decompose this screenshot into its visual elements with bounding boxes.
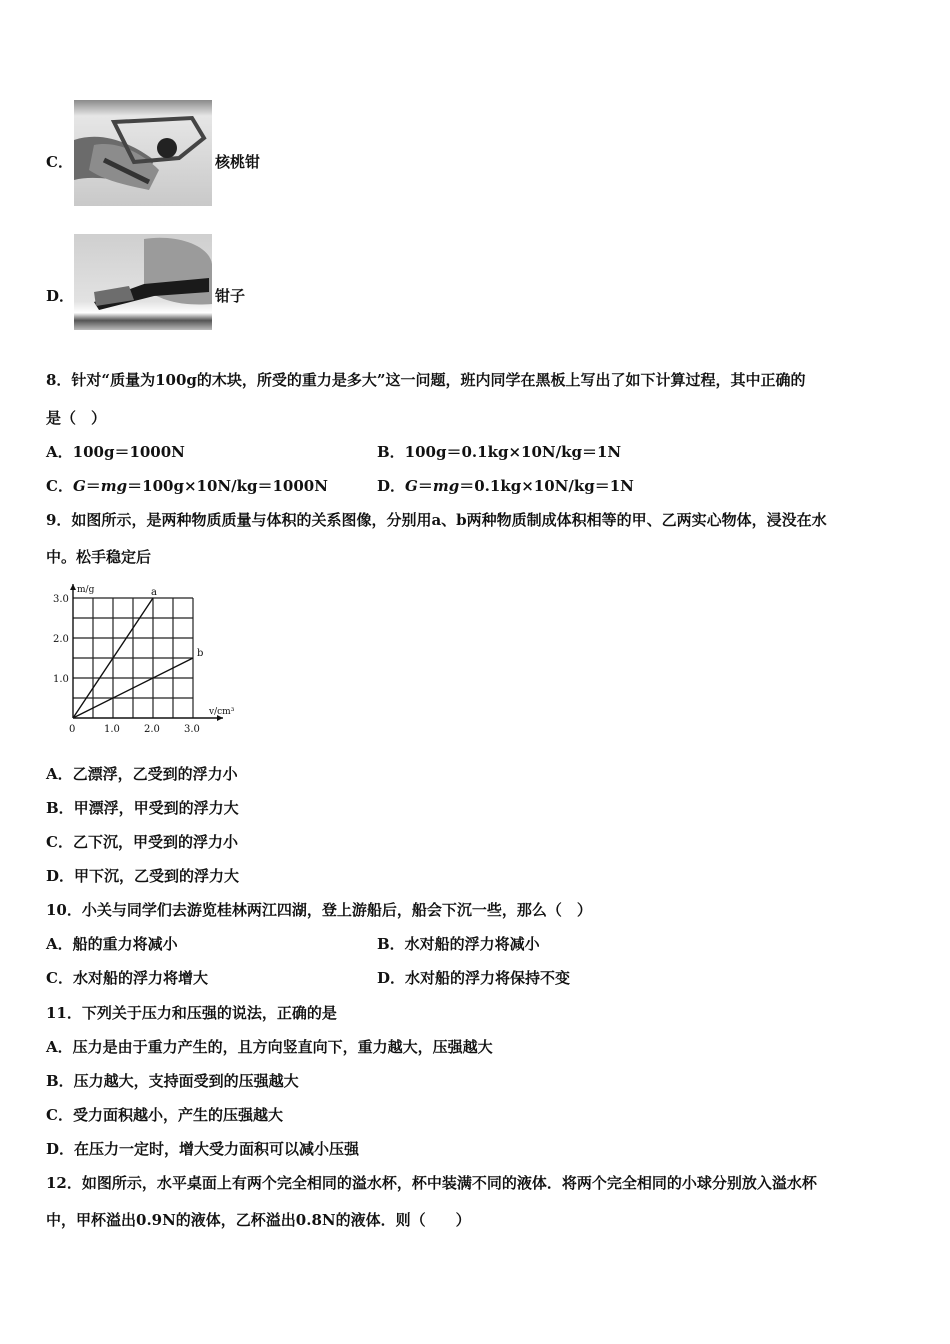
q8-option-c-var-mg: mg [100, 477, 128, 495]
x-tick-label: 1.0 [104, 724, 120, 735]
q8-option-d-eq: ＝ [417, 477, 433, 495]
y-axis-label: m/g [77, 585, 95, 595]
q8-option-a: A．100g＝1000N [46, 443, 185, 461]
q11-option-a: A．压力是由于重力产生的，且方向竖直向下，重力越大，压强越大 [46, 1038, 493, 1056]
x-tick-label: 0 [69, 724, 76, 735]
q9-option-b: B．甲漂浮，甲受到的浮力大 [46, 799, 239, 817]
q10-option-b: B．水对船的浮力将减小 [377, 935, 540, 953]
q7-option-d-letter: D． [46, 287, 75, 305]
x-tick-label: 3.0 [184, 724, 200, 735]
q8-option-c-var-g: G [72, 477, 86, 495]
x-tick-label: 2.0 [144, 724, 160, 735]
q7-option-d-caption: 钳子 [215, 287, 246, 305]
pliers-photo [74, 234, 212, 330]
q9-option-d: D．甲下沉，乙受到的浮力大 [46, 867, 240, 885]
q11-option-b: B．压力越大，支持面受到的压强越大 [46, 1072, 299, 1090]
q8-option-d [377, 476, 634, 496]
q8-stem-line2: 是（ ） [46, 409, 107, 427]
walnut-cracker-photo [74, 100, 212, 206]
q9-stem-line1: 9．如图所示，是两种物质质量与体积的关系图像，分别用a、b两种物质制成体积相等的甲、乙两实心物体，浸没在水 [46, 511, 827, 529]
q8-option-d-rest: ＝0.1kg×10N/kg＝1N [459, 477, 634, 495]
q8-option-d-letter: D． [377, 477, 406, 495]
y-tick-label: 1.0 [53, 674, 69, 685]
q10-option-a: A．船的重力将减小 [46, 935, 178, 953]
q8-option-d-var-g: G [405, 477, 418, 495]
q7-option-c-letter: C． [46, 153, 73, 171]
q7-option-c-caption: 核桃钳 [215, 153, 261, 171]
q8-option-c-letter: C． [46, 477, 73, 495]
q9-option-c: C．乙下沉，甲受到的浮力小 [46, 833, 238, 851]
q10-option-d: D．水对船的浮力将保持不变 [377, 969, 571, 987]
y-tick-label: 2.0 [53, 634, 69, 645]
q8-option-c-eq: ＝ [85, 477, 101, 495]
q8-stem-line1: 8．针对“质量为100g的木块，所受的重力是多大”这一问题，班内同学在黑板上写出了如下计算过程，其中正确的 [46, 371, 806, 389]
q10-stem: 10．小关与同学们去游览桂林两江四湖，登上游船后，船会下沉一些，那么（ ） [46, 901, 592, 919]
q8-option-d-var-mg: mg [432, 477, 460, 495]
series-label-b: b [197, 648, 204, 659]
y-tick-label: 3.0 [53, 594, 69, 605]
q11-option-c: C．受力面积越小，产生的压强越大 [46, 1106, 283, 1124]
q12-stem-line1: 12．如图所示，水平桌面上有两个完全相同的溢水杯，杯中装满不同的液体．将两个完全相同的小球分别放入溢水杯 [46, 1174, 817, 1192]
q9-stem-line2: 中。松手稳定后 [46, 548, 152, 566]
x-axis-label: v/cm³ [209, 707, 235, 717]
q12-stem-line2: 中，甲杯溢出0.9N的液体，乙杯溢出0.8N的液体．则（ ） [46, 1211, 471, 1229]
q11-option-d: D．在压力一定时，增大受力面积可以减小压强 [46, 1140, 360, 1158]
mass-volume-chart [40, 580, 260, 740]
q9-option-a: A．乙漂浮，乙受到的浮力小 [46, 765, 238, 783]
q8-option-b: B．100g＝0.1kg×10N/kg＝1N [377, 443, 622, 461]
y-axis-arrow [70, 584, 76, 590]
q10-option-c: C．水对船的浮力将增大 [46, 969, 208, 987]
series-label-a: a [151, 587, 157, 598]
q8-option-c-rest: ＝100g×10N/kg＝1000N [127, 477, 328, 495]
q8-option-c [46, 476, 328, 496]
q11-stem: 11．下列关于压力和压强的说法，正确的是 [46, 1004, 337, 1022]
